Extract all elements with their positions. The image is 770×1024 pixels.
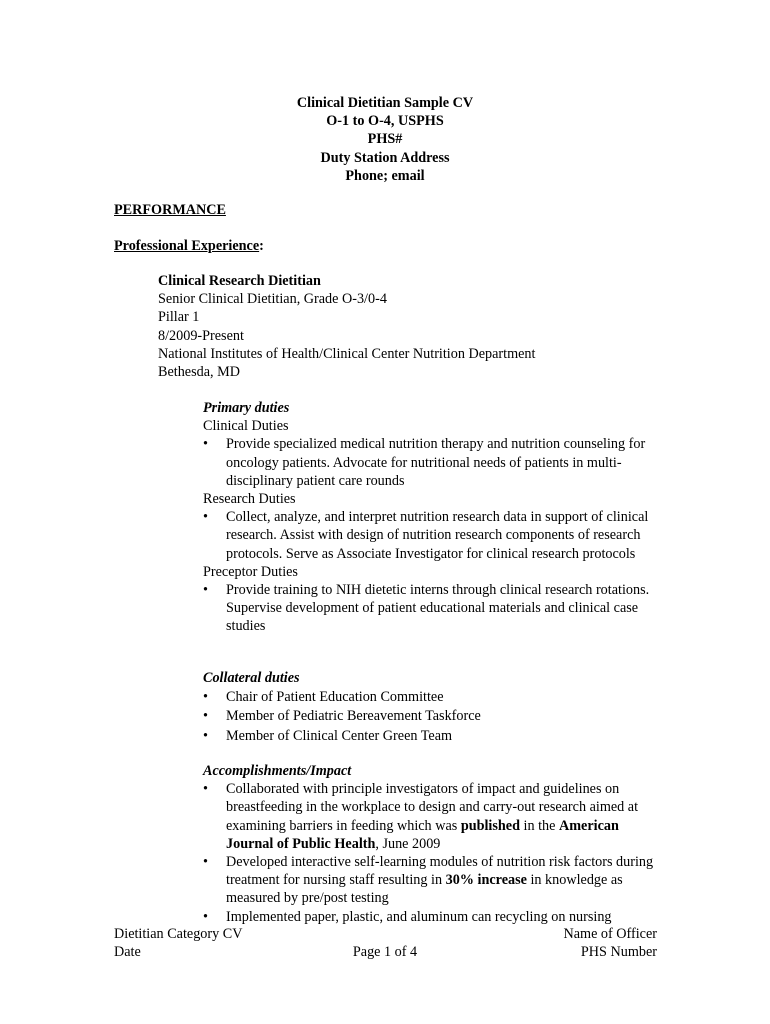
- accomplishment-text: Developed interactive self-learning modules of nutrition risk factors during treatment for nursing staff resulting in: [226, 854, 654, 889]
- list-item: [203, 688, 663, 706]
- job-organization: National Institutes of Health/Clinical Center Nutrition Department: [158, 345, 536, 362]
- bullet-icon: •: [203, 689, 208, 706]
- subsection-title-colon: :: [259, 238, 264, 254]
- emphasis-journal: American Journal of Public Health: [226, 817, 619, 852]
- job-location: Bethesda, MD: [158, 364, 240, 381]
- list-item: [203, 727, 663, 745]
- research-duties-list: [203, 508, 663, 563]
- bullet-icon: •: [203, 582, 208, 599]
- bullet-icon: •: [203, 854, 208, 871]
- accomplishment-text: in knowledge as measured by pre/post testing: [226, 872, 623, 907]
- list-item: [203, 435, 663, 490]
- primary-duties-block: [203, 399, 663, 636]
- bullet-icon: •: [203, 708, 208, 725]
- cv-header: [0, 94, 770, 185]
- bullet-icon: •: [203, 781, 208, 798]
- job-grade: Senior Clinical Dietitian, Grade O-3/0-4: [158, 291, 387, 308]
- list-item: [203, 780, 663, 853]
- accomplishment-text: , June 2009: [375, 835, 441, 852]
- footer-date: Date: [114, 944, 141, 961]
- primary-duties-heading: Primary duties: [203, 400, 290, 416]
- header-title: Clinical Dietitian Sample CV: [296, 95, 474, 111]
- list-item-text: Chair of Patient Education Committee: [226, 689, 444, 706]
- list-item-text: Provide training to NIH dietetic interns through clinical research rotations. Supervise development of patient educational materials and clinical case studies: [226, 582, 650, 635]
- emphasis-increase: 30% increase: [445, 872, 527, 889]
- list-item: [203, 581, 663, 636]
- accomplishments-block: [203, 762, 663, 926]
- research-duties-label: Research Duties: [203, 491, 296, 508]
- footer-page-number: Page 1 of 4: [352, 944, 418, 960]
- list-item: [203, 908, 663, 926]
- bullet-icon: •: [203, 436, 208, 453]
- accomplishment-text: Implemented paper, plastic, and aluminum can recycling on nursing: [226, 908, 612, 925]
- list-item-text: Member of Pediatric Bereavement Taskforce: [226, 708, 481, 725]
- list-item: [203, 853, 663, 908]
- bullet-icon: •: [203, 509, 208, 526]
- footer-category: Dietitian Category CV: [114, 926, 243, 942]
- collateral-duties-block: [203, 669, 663, 745]
- list-item-text: Collect, analyze, and interpret nutrition research data in support of clinical research. Assist with design of nutrition research components of research protocols. Serve as Associate Investigator for clinical research protocols: [226, 509, 649, 562]
- header-address: Duty Station Address: [320, 149, 450, 166]
- footer-right: [564, 925, 658, 961]
- list-item-text: Member of Clinical Center Green Team: [226, 727, 453, 744]
- subsection-title: [114, 237, 264, 255]
- list-item: [203, 707, 663, 725]
- job-pillar: Pillar 1: [158, 309, 200, 326]
- header-rank: O-1 to O-4, USPHS: [326, 113, 444, 130]
- header-phs-number: PHS#: [367, 131, 403, 148]
- job-entry: [158, 272, 535, 381]
- footer-phs-number: PHS Number: [580, 944, 657, 961]
- header-contact: Phone; email: [345, 167, 425, 184]
- footer-officer-name: Name of Officer: [563, 926, 657, 942]
- bullet-icon: •: [203, 908, 208, 925]
- accomplishments-list: [203, 780, 663, 926]
- accomplishment-text: in the: [519, 817, 559, 834]
- preceptor-duties-label: Preceptor Duties: [203, 563, 298, 580]
- section-title-performance: PERFORMANCE: [114, 202, 226, 218]
- preceptor-duties-list: [203, 581, 663, 636]
- emphasis-published: published: [460, 817, 520, 834]
- accomplishments-heading: Accomplishments/Impact: [203, 763, 352, 779]
- accomplishment-text: Collaborated with principle investigators of impact and guidelines on breastfeeding in the workplace to design and carry-out research aimed at examining barriers in feeding which was: [226, 781, 639, 834]
- collateral-duties-heading: Collateral duties: [203, 670, 300, 686]
- bullet-icon: •: [203, 727, 208, 744]
- job-title: Clinical Research Dietitian: [158, 273, 321, 289]
- list-item: [203, 508, 663, 563]
- list-item-text: Provide specialized medical nutrition therapy and nutrition counseling for oncology patients. Advocate for nutritional needs of patients in multi-disciplinary patient care rounds: [226, 436, 646, 489]
- job-dates: 8/2009-Present: [158, 327, 244, 344]
- collateral-duties-list: [203, 688, 663, 745]
- subsection-title-text: Professional Experience: [114, 238, 260, 254]
- clinical-duties-list: [203, 435, 663, 490]
- clinical-duties-label: Clinical Duties: [203, 418, 289, 435]
